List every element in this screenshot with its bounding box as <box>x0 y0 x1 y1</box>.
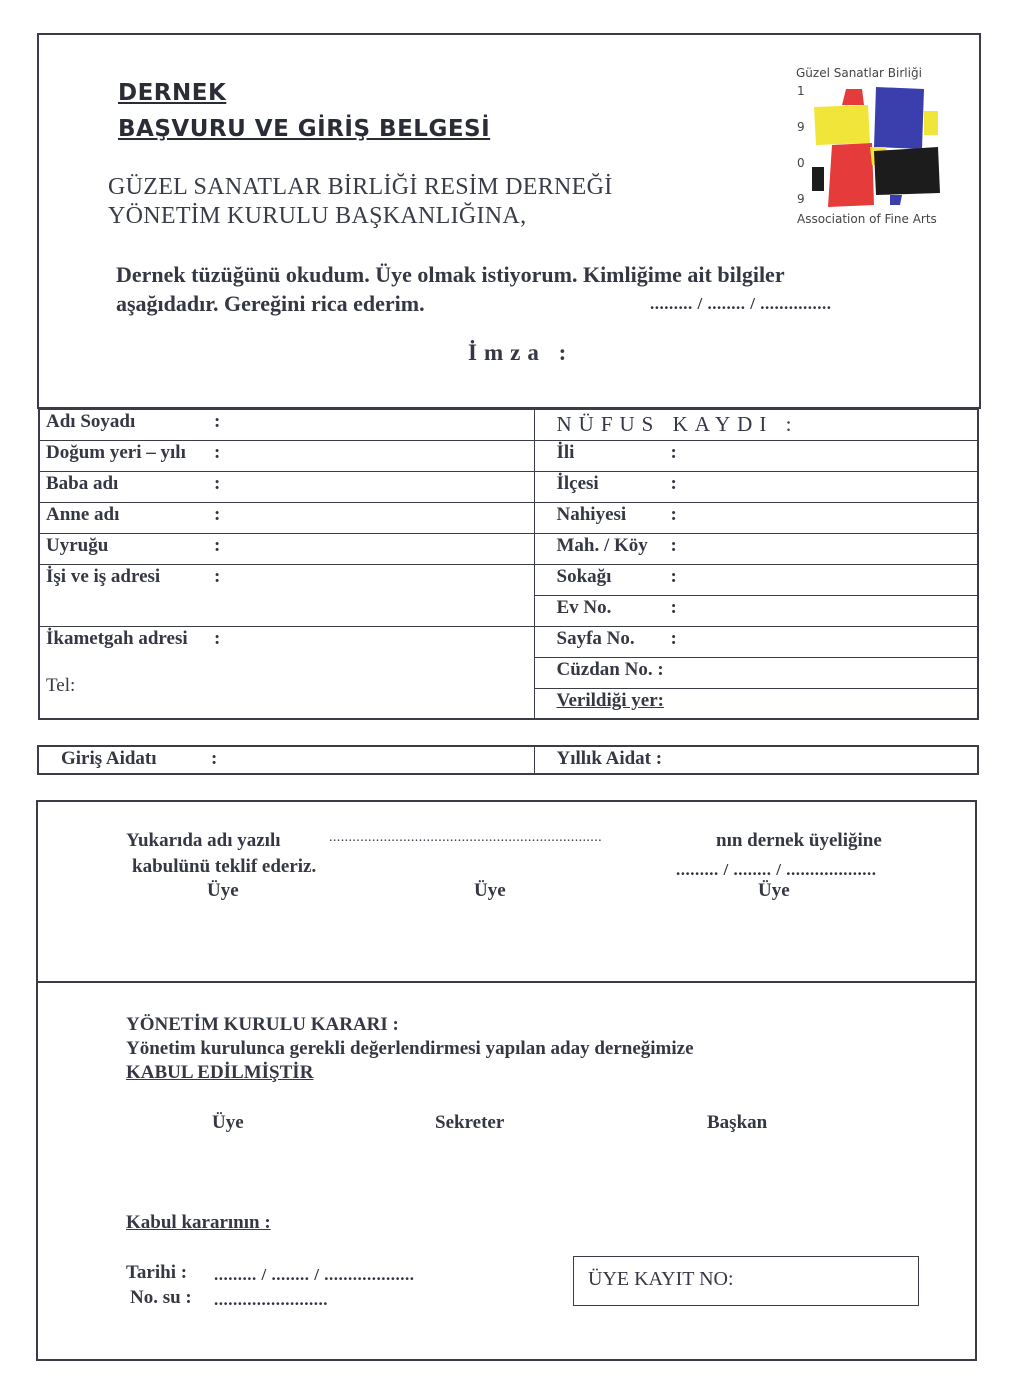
association-logo-icon <box>812 85 940 211</box>
logo-top-text: Güzel Sanatlar Birliği <box>796 66 922 80</box>
logo-year-digit-3: 0 <box>797 156 805 170</box>
accepted-statement: KABUL EDİLMİŞTİR <box>126 1062 314 1083</box>
recommendation-line1-prefix: Yukarıda adı yazılı <box>126 830 281 851</box>
decision-number-label: No. su : <box>130 1287 192 1308</box>
statement-line2: aşağıdadır. Gereğini rica ederim. <box>116 291 425 316</box>
province-field[interactable]: İli : <box>534 440 978 471</box>
residence-address-field[interactable]: İkametgah adresi : Tel: <box>39 626 534 719</box>
form-title-line1: DERNEK <box>118 80 227 106</box>
issued-place-field[interactable]: Verildiği yer: <box>534 688 978 719</box>
decision-heading: Kabul kararının : <box>126 1212 271 1233</box>
id-card-no-field[interactable]: Cüzdan No. : <box>534 657 978 688</box>
logo-year-digit-4: 9 <box>797 192 805 206</box>
board-decision-title: YÖNETİM KURULU KARARI : <box>126 1014 399 1035</box>
phone-field[interactable]: Tel: <box>46 674 76 696</box>
recommending-member-1: Üye <box>207 880 239 901</box>
logo-year-digit-2: 9 <box>797 120 805 134</box>
recommendation-line2: kabulünü teklif ederiz. <box>132 856 317 877</box>
district-field[interactable]: İlçesi : <box>534 471 978 502</box>
entry-fee-field[interactable]: Giriş Aidatı : <box>38 746 534 774</box>
recommendation-date-field[interactable]: ......... / ........ / ................... <box>676 860 877 879</box>
decision-date-field[interactable]: ......... / ........ / ................... <box>214 1265 415 1284</box>
birthplace-year-field[interactable]: Doğum yeri – yılı : <box>39 440 534 471</box>
logo-bottom-text: Association of Fine Arts <box>797 212 937 226</box>
candidate-name-field[interactable]: ...................................................................... <box>329 830 602 845</box>
occupation-address-field[interactable]: İşi ve iş adresi : <box>39 564 534 626</box>
signatory-member: Üye <box>212 1112 244 1133</box>
nationality-field[interactable]: Uyruğu : <box>39 533 534 564</box>
statement-line1: Dernek tüzüğünü okudum. Üye olmak istiyorum. Kimliğime ait bilgiler <box>116 262 785 287</box>
page-no-field[interactable]: Sayfa No. : <box>534 626 978 657</box>
application-date-field[interactable]: ......... / ........ / ............... <box>650 294 832 313</box>
logo-year-digit-1: 1 <box>797 84 805 98</box>
signatory-secretary: Sekreter <box>435 1112 505 1133</box>
signature-label: İmza : <box>468 340 574 365</box>
board-decision-text: Yönetim kurulunca gerekli değerlendirmesi yapılan aday derneğimize <box>126 1038 694 1059</box>
signatory-president: Başkan <box>707 1112 768 1133</box>
mother-name-field[interactable]: Anne adı : <box>39 502 534 533</box>
recommending-member-2: Üye <box>474 880 506 901</box>
member-registry-no-field[interactable] <box>573 1256 919 1306</box>
registry-heading: NÜFUS KAYDI : <box>534 409 978 440</box>
decision-number-field[interactable]: ........................ <box>214 1290 328 1309</box>
decision-date-label: Tarihi : <box>126 1262 188 1283</box>
father-name-field[interactable]: Baba adı : <box>39 471 534 502</box>
form-title-line2: BAŞVURU VE GİRİŞ BELGESİ <box>118 116 491 142</box>
applicant-info-table <box>38 408 979 720</box>
house-no-field[interactable]: Ev No. : <box>534 595 978 626</box>
name-field[interactable]: Adı Soyadı : <box>39 409 534 440</box>
addressee-line1: GÜZEL SANATLAR BİRLİĞİ RESİM DERNEĞİ <box>108 174 613 200</box>
addressee-line2: YÖNETİM KURULU BAŞKANLIĞINA, <box>108 203 527 229</box>
street-field[interactable]: Sokağı : <box>534 564 978 595</box>
member-registry-no-label: ÜYE KAYIT NO: <box>588 1268 734 1290</box>
section-divider <box>37 981 976 983</box>
annual-fee-field[interactable]: Yıllık Aidat : <box>534 746 978 774</box>
recommendation-line1-suffix: nın dernek üyeliğine <box>716 830 882 851</box>
fees-table <box>37 745 979 775</box>
subdistrict-field[interactable]: Nahiyesi : <box>534 502 978 533</box>
recommending-member-3: Üye <box>758 880 790 901</box>
neighborhood-village-field[interactable]: Mah. / Köy : <box>534 533 978 564</box>
